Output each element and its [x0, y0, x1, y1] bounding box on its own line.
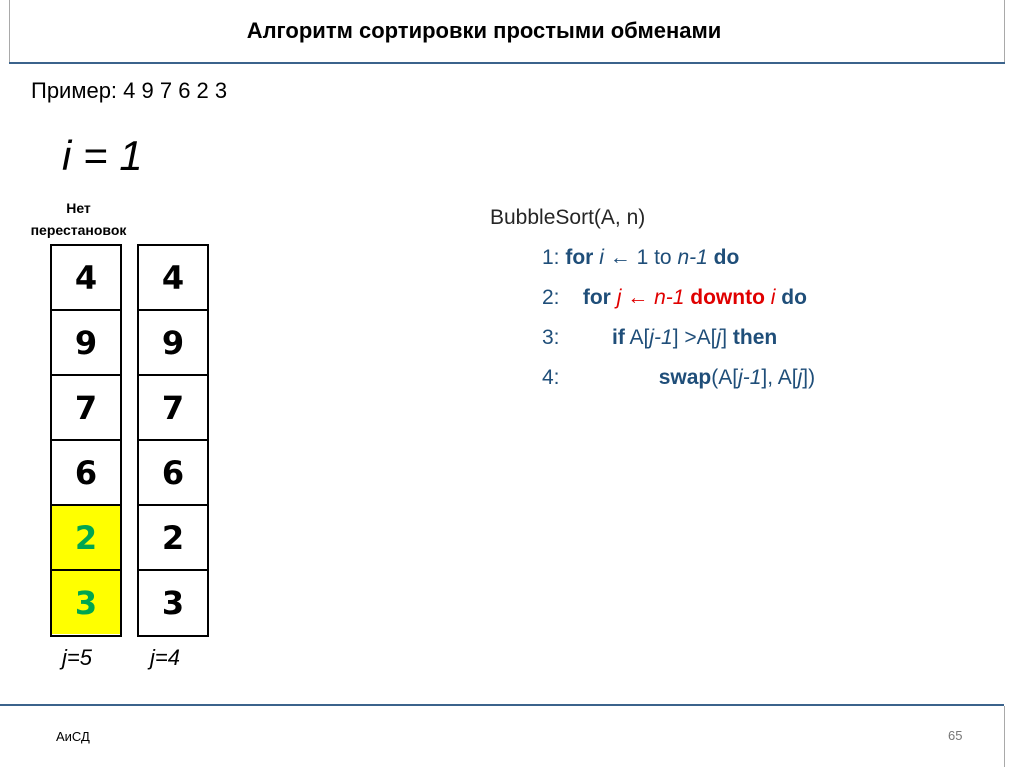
array-cell: 2	[139, 506, 207, 571]
array-cell: 6	[139, 441, 207, 506]
pseudocode-line-4	[542, 366, 815, 390]
no-swaps-line-2: перестановок	[30, 222, 127, 238]
expr-index: j-1	[738, 366, 762, 389]
array-cell: 4	[52, 246, 120, 311]
outer-loop-index: i = 1	[62, 132, 143, 179]
pseudocode-line-1	[542, 246, 739, 270]
no-swaps-note	[16, 197, 141, 241]
pseudocode-line-2	[542, 286, 807, 310]
pseudocode-header: BubbleSort(A, n)	[490, 206, 646, 229]
keyword-swap: swap	[658, 366, 712, 389]
range-end: n-1	[677, 246, 708, 269]
expr-index: j	[716, 326, 722, 349]
array-cell: 7	[139, 376, 207, 441]
header-divider	[9, 62, 1005, 64]
array-column-j5	[50, 244, 122, 637]
array-cell-compared: 2	[52, 506, 120, 571]
expr-part: ]	[721, 326, 728, 349]
page-number: 65	[948, 728, 963, 743]
no-swaps-line-1: Нет	[66, 200, 91, 216]
expr-part: ])	[802, 366, 816, 389]
range-start: 1 to	[636, 246, 672, 269]
expr-index: j-1	[649, 326, 673, 349]
keyword-for: for	[565, 246, 594, 269]
line-number: 4:	[542, 366, 560, 389]
keyword-then: then	[732, 326, 778, 349]
line-number: 2:	[542, 286, 560, 309]
expr-part: ], A[	[761, 366, 798, 389]
assign-arrow: ←	[609, 246, 631, 269]
array-column-j4	[137, 244, 209, 637]
pseudocode-line-3	[542, 326, 777, 350]
array-cell: 9	[52, 311, 120, 376]
expr-part: A[	[629, 326, 650, 349]
loop-variable: i	[599, 246, 604, 269]
keyword-do: do	[713, 246, 740, 269]
expr-index: j	[797, 366, 803, 389]
expr-part: ] >A[	[672, 326, 717, 349]
keyword-do: do	[781, 286, 807, 309]
array-cell: 3	[161, 583, 185, 622]
loop-variable: j	[616, 286, 622, 309]
array-cell: 4	[139, 246, 207, 311]
assign-arrow: ←	[627, 286, 649, 309]
example-array: Пример: 4 9 7 6 2 3	[31, 78, 228, 103]
course-label: АиСД	[56, 729, 90, 744]
inner-index-label: j=5	[62, 645, 92, 670]
right-border-line	[1004, 0, 1005, 62]
array-cell: 6	[52, 441, 120, 506]
slide-title: Алгоритм сортировки простыми обменами	[246, 18, 722, 43]
line-number: 3:	[542, 326, 560, 349]
expr-part: (A[	[711, 366, 739, 389]
keyword-downto: downto	[690, 286, 765, 309]
array-cell-compared: 3	[52, 571, 120, 634]
line-number: 1:	[542, 246, 560, 269]
array-cell: 9	[139, 311, 207, 376]
range-end: i	[770, 286, 776, 309]
footer-right-border	[1004, 706, 1005, 767]
inner-index-label: j=4	[150, 645, 180, 670]
range-start: n-1	[654, 286, 685, 309]
array-cell: 7	[52, 376, 120, 441]
keyword-if: if	[612, 326, 625, 349]
footer-divider	[0, 704, 1004, 706]
keyword-for: for	[582, 286, 611, 309]
